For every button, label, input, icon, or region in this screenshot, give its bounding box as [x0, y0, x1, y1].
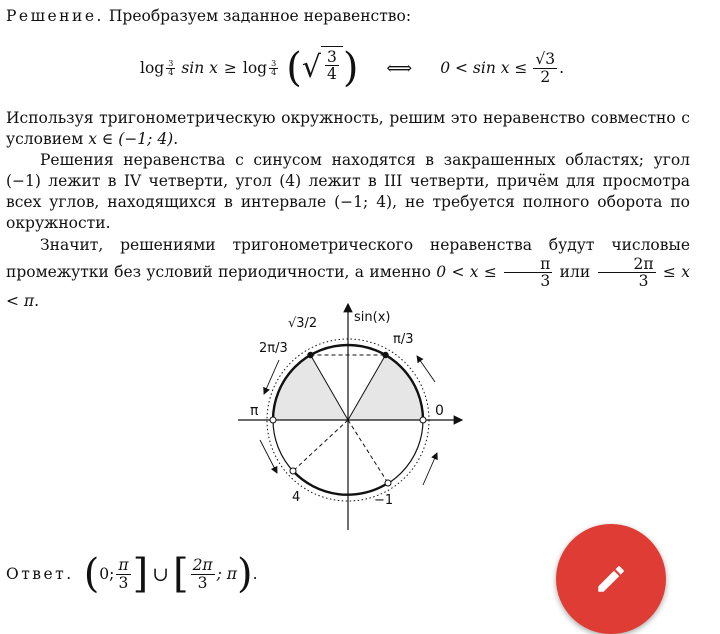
eq-rhs-frac: $\frac{√3}{2}$	[535, 50, 556, 86]
shaded-region-right	[348, 355, 423, 420]
label-sqrt3-2: √3/2	[288, 316, 318, 331]
point-minus1	[385, 480, 391, 486]
answer-frac-1: $\frac{\pi}{3}$	[118, 556, 129, 592]
eq-base-2: $\frac{3}{4}$	[271, 59, 277, 77]
eq-lparen: (	[286, 45, 302, 91]
label-pi3: π/3	[393, 332, 414, 347]
eq-log-1: log	[140, 58, 165, 77]
point-pi3	[382, 352, 388, 358]
label-pi: π	[250, 403, 259, 419]
eq-geq: ≥	[223, 58, 237, 77]
arrow-left-lower	[260, 440, 277, 473]
arrow-left-upper	[264, 360, 279, 394]
solution-heading-line	[6, 6, 411, 27]
arrow-right-upper	[417, 356, 435, 382]
lower-arc	[293, 471, 388, 495]
solution-intro: Преобразуем заданное неравенство:	[108, 7, 412, 25]
paragraph-1: Используя тригонометрическую окружность, решим это неравенство совместно с условием x ∈ (−1; 4).	[6, 109, 690, 148]
point-0	[420, 417, 426, 423]
pencil-icon	[594, 562, 628, 596]
arrow-right-lower	[423, 453, 437, 485]
answer-label: Ответ.	[6, 564, 74, 583]
paragraph-3: Значит, решениями тригонометрического неравенства будут числовые промежутки без условий периодичности, а именно 0 < x ≤ $\frac{\pi}{3}$ или $\frac{2\pi}{3}$ ≤ x < π.	[6, 236, 690, 310]
label-minus1: −1	[374, 493, 394, 508]
eq-rparen: )	[342, 45, 359, 91]
shaded-region-left	[273, 355, 348, 420]
label-sinx: sin(x)	[354, 310, 391, 325]
point-pi	[270, 417, 276, 423]
label-0: 0	[435, 403, 444, 419]
answer-line: Ответ. ( 0; $\frac{\pi}{3}$ ] ∪ [ $\frac{2\pi}{3}$ ; π ) .	[6, 551, 258, 597]
solution-heading: Решение.	[6, 7, 104, 25]
eq-iff: ⟺	[386, 57, 413, 79]
label-2pi3: 2π/3	[259, 341, 288, 356]
equation: log $\frac{3}{4}$ sin x ≥ log $\frac{3}{4}$ ( √ $\frac{3}{4}$ ) ⟺ 0 < sin x ≤ $\frac{√3}{2}$ .	[140, 45, 565, 91]
eq-base-1: $\frac{3}{4}$	[168, 59, 174, 77]
point-4	[290, 468, 296, 474]
answer-frac-2: $\frac{2\pi}{3}$	[192, 556, 213, 592]
eq-sinx: sin x	[181, 58, 218, 77]
radius-4	[293, 420, 348, 471]
eq-log-2: log	[242, 58, 268, 77]
unit-circle-diagram	[230, 298, 470, 534]
eq-sqrt: √ $\frac{3}{4}$	[302, 46, 343, 90]
point-2pi3	[307, 352, 313, 358]
edit-button[interactable]	[556, 524, 666, 634]
paragraph-2: Решения неравенства с синусом находятся в закрашенных областях; угол (−1) лежит в IV четверти, угол (4) лежит в III четверти, причём для просмотра всех углов, находящихся в интервале (−1; 4), не требуется полного оборота по окружности.	[6, 151, 690, 232]
label-4: 4	[292, 490, 301, 505]
radius-minus1	[348, 420, 388, 483]
eq-rhs: 0 < sin x ≤	[440, 58, 528, 77]
